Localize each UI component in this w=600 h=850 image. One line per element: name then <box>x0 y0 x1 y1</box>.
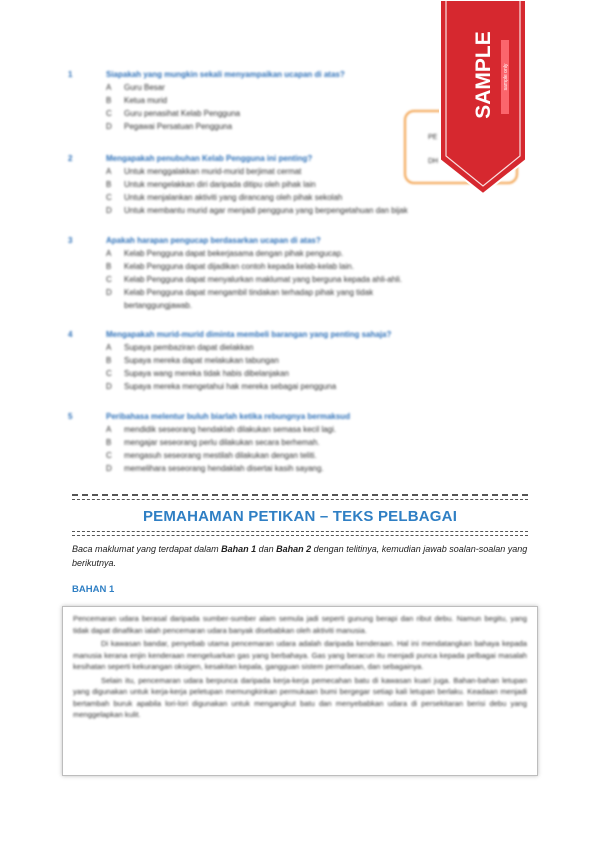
question-stem: Apakah harapan pengucap berdasarkan ucapan di atas? <box>106 236 321 245</box>
option-b: B Kelab Pengguna dapat dijadikan contoh kepada kelab-kelab lain. <box>106 262 354 271</box>
option-c: C Untuk menjalankan aktiviti yang dirancang oleh pihak sekolah <box>106 193 343 202</box>
option-c: C Guru penasihat Kelab Pengguna <box>106 109 241 118</box>
callout-text-1: PE <box>428 134 438 141</box>
question-number: 5 <box>68 412 73 421</box>
question-number: 3 <box>68 236 73 245</box>
option-b: B Supaya mereka dapat melakukan tabungan <box>106 356 279 365</box>
option-b: B Ketua murid <box>106 96 168 105</box>
option-a: A Guru Besar <box>106 83 165 92</box>
question-number: 1 <box>68 70 73 79</box>
option-d: D Untuk membantu murid agar menjadi pengguna yang berpengetahuan dan bijak <box>106 206 408 215</box>
question-3 <box>68 234 538 312</box>
passage-text <box>63 613 537 721</box>
question-stem: Siapakah yang mungkin sekali menyampaikan ucapan di atas? <box>106 70 345 79</box>
option-b: B mengajar seseorang perlu dilakukan secara berhemah. <box>106 438 320 447</box>
question-stem: Mengapakah penubuhan Kelab Pengguna ini penting? <box>106 154 313 163</box>
option-a: A Untuk menggalakkan murid-murid berjimat cermat <box>106 167 302 176</box>
option-a: A mendidik seseorang hendaklah dilakukan semasa kecil lagi. <box>106 425 337 434</box>
passage-paragraph: Pencemaran udara berasal daripada sumber-sumber alam semula jadi seperti gunung berapi dan ribut debu. Namun begitu, yang tidak dapat dinafikan ialah pencemaran udara banyak disebabkan oleh aktiviti manusia. <box>73 614 527 635</box>
sample-ribbon <box>438 0 528 196</box>
bahan-label: BAHAN 1 <box>72 584 115 595</box>
question-stem: Peribahasa melentur buluh biarlah ketika rebungnya bermaksud <box>106 412 351 421</box>
ribbon-sublabel: sample only <box>503 63 509 91</box>
option-d: D Supaya mereka mengetahui hak mereka sebagai pengguna <box>106 382 337 391</box>
option-a: A Supaya pembaziran dapat dielakkan <box>106 343 254 352</box>
passage-paragraph: Selain itu, pencemaran udara berpunca daripada kerja-kerja pemecahan batu di kawasan kuari juga. Bahan-bahan letupan yang digunakan untuk kerja-kerja peletupan memungkinkan permukaan bumi bergegar setiap kali letupan berlaku. Keadaan menjadi bertambah buruk apabila lori-lori digunakan untuk mengangkut batu dan menyebabkan udara di persekitaran berisi debu yang menggelapkan kulit. <box>73 675 527 719</box>
ribbon-label: SAMPLE <box>472 31 495 119</box>
option-c: C Supaya wang mereka tidak habis dibelanjakan <box>106 369 289 378</box>
section-divider-bottom-2 <box>72 535 528 536</box>
option-b: B Untuk mengelakkan diri daripada ditipu oleh pihak lain <box>106 180 316 189</box>
section-divider-top <box>72 494 528 496</box>
option-a: A Kelab Pengguna dapat bekerjasama dengan pihak pengucap. <box>106 249 344 258</box>
section-title: PEMAHAMAN PETIKAN – TEKS PELBAGAI <box>142 508 458 525</box>
instruction-text: Baca maklumat yang terdapat dalam Bahan 1 dan Bahan 2 dengan telitinya, kemudian jawab soalan-soalan yang berikutnya. <box>72 544 528 568</box>
option-c: C Kelab Pengguna dapat menyalurkan maklumat yang berguna kepada ahli-ahli. <box>106 275 402 284</box>
question-number: 4 <box>68 330 73 339</box>
option-d: D memelihara seseorang hendaklah disertai kasih sayang. <box>106 464 324 473</box>
question-5 <box>68 410 538 475</box>
section-divider-top-2 <box>72 499 528 500</box>
question-stem: Mengapakah murid-murid diminta membeli barangan yang penting sahaja? <box>106 330 392 339</box>
question-4 <box>68 328 538 393</box>
question-number: 2 <box>68 154 73 163</box>
callout-text-2: DH <box>428 158 439 165</box>
section-divider-bottom <box>72 531 528 532</box>
passage-box <box>62 606 538 776</box>
option-c: C mengasuh seseorang mestilah dilakukan dengan teliti. <box>106 451 317 460</box>
option-d: D Kelab Pengguna dapat mengambil tindakan terhadap pihak yang tidak bertanggungjawab. <box>106 288 374 310</box>
option-d: D Pegawai Persatuan Pengguna <box>106 122 233 131</box>
passage-paragraph: Di kawasan bandar, penyebab utama pencemaran udara adalah daripada kenderaan. Hal ini mendatangkan bahaya kepada manusia kerana enjin kenderaan mengeluarkan gas yang berbahaya. Gas yang beracun itu menjadi punca kepada pelbagai masalah kesihatan seperti kekurangan oksigen, kesakitan kepala, gangguan sistem pernafasan, dan sebagainya. <box>73 639 527 671</box>
